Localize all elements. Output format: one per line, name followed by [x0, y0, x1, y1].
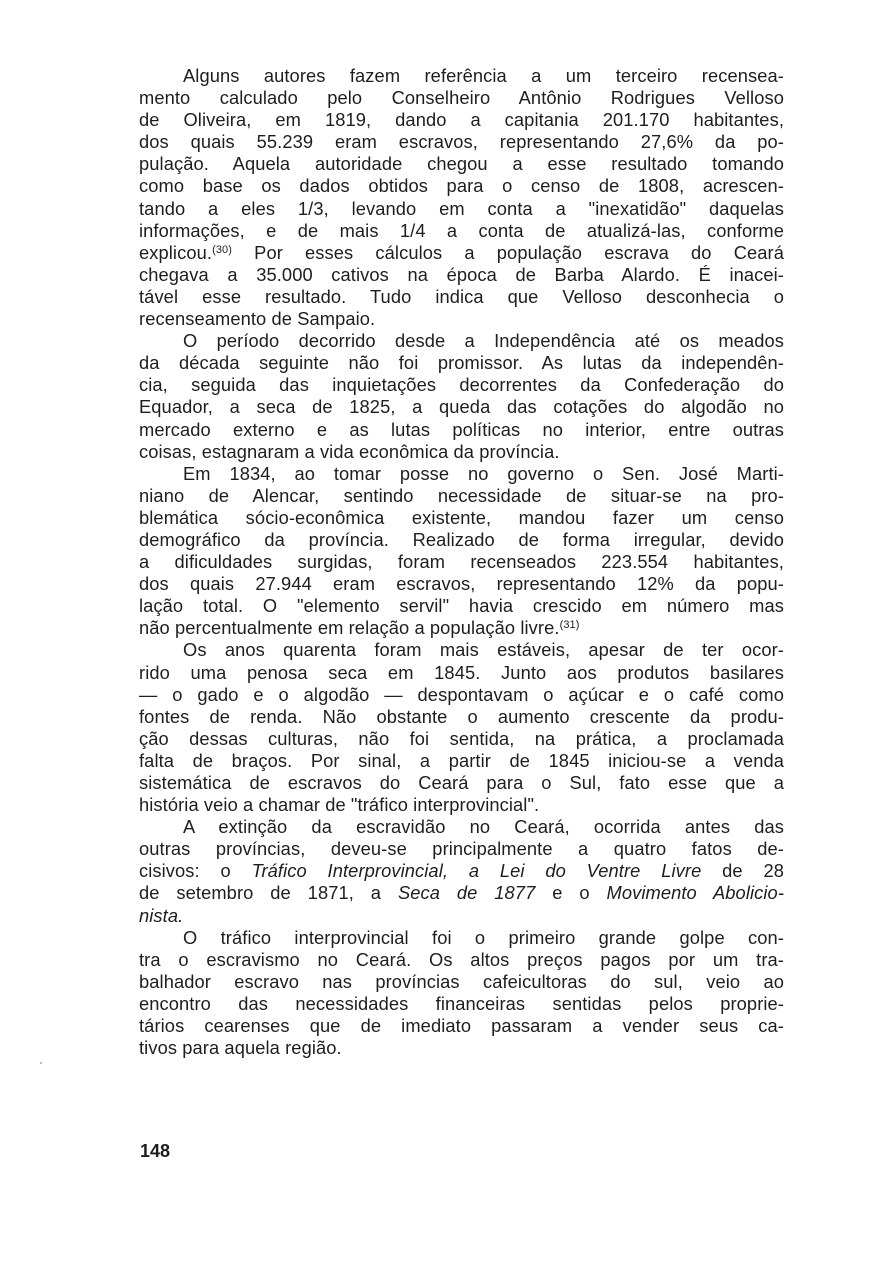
text-line: O tráfico interprovincial foi o primeiro grande golpe con-: [183, 926, 784, 948]
text-line: tários cearenses que de imediato passaram a vender seus ca-: [139, 1015, 784, 1037]
text-line: a dificuldades surgidas, foram recenseados 223.554 habitantes,: [139, 551, 784, 573]
text-line: Equador, a seca de 1825, a queda das cotações do algodão no: [139, 396, 784, 418]
text-line: [139, 905, 784, 927]
text-line: mercado externo e as lutas políticas no interior, entre outras: [139, 418, 784, 440]
text-fragment: não percentualmente em relação a população livre.: [139, 617, 560, 639]
text-line: como base os dados obtidos para o censo de 1808, acrescen-: [139, 175, 784, 197]
italic-fragment: Movimento Abolicio-: [606, 882, 784, 904]
paragraph-4: [139, 639, 784, 816]
text-line: — o gado e o algodão — despontavam o açúcar e o café como: [139, 683, 784, 705]
text-line: recenseamento de Sampaio.: [139, 308, 376, 330]
text-fragment: de 28: [701, 860, 784, 882]
text-line: coisas, estagnaram a vida econômica da província.: [139, 440, 560, 462]
text-line: chegava a 35.000 cativos na época de Barba Alardo. É inacei-: [139, 263, 784, 285]
italic-fragment: Tráfico Interprovincial, a Lei do Ventre Livre: [251, 860, 702, 882]
text-line: Em 1834, ao tomar posse no governo o Sen. José Marti-: [183, 462, 784, 484]
paragraph-2: [139, 330, 784, 463]
paragraph-3: [139, 463, 784, 640]
text-fragment: e o: [535, 882, 607, 904]
text-line: outras províncias, deveu-se principalmente a quatro fatos de-: [139, 838, 784, 860]
paragraph-6: [139, 927, 784, 1060]
text-line: da década seguinte não foi promissor. As lutas da independên-: [139, 352, 784, 374]
text-line: fontes de renda. Não obstante o aumento crescente da produ-: [139, 705, 784, 727]
text-line: mento calculado pelo Conselheiro Antônio Rodrigues Velloso: [139, 87, 784, 109]
text-line: A extinção da escravidão no Ceará, ocorrida antes das: [183, 816, 784, 838]
text-line: [139, 860, 784, 882]
footnote-ref-30: (30): [212, 243, 233, 256]
text-line: rido uma penosa seca em 1845. Junto aos produtos basilares: [139, 661, 784, 683]
text-line: história veio a chamar de "tráfico interprovincial".: [139, 794, 540, 816]
text-line: blemática sócio-econômica existente, mandou fazer um censo: [139, 506, 784, 528]
text-line: dos quais 55.239 eram escravos, representando 27,6% da po-: [139, 131, 784, 153]
text-line: pulação. Aquela autoridade chegou a esse resultado tomando: [139, 153, 784, 175]
text-line: [139, 882, 784, 904]
text-line: tra o escravismo no Ceará. Os altos preços pagos por um tra-: [139, 948, 784, 970]
text-line: [139, 617, 784, 639]
text-line: balhador escravo nas províncias cafeicultoras do sul, veio ao: [139, 970, 784, 992]
italic-fragment: Seca de 1877: [397, 882, 536, 904]
text-fragment: Por esses cálculos a população escrava do Ceará: [232, 241, 784, 263]
text-line: tando a eles 1/3, levando em conta a "inexatidão" daquelas: [139, 197, 784, 219]
text-line: dos quais 27.944 eram escravos, representando 12% da popu-: [139, 573, 784, 595]
text-fragment: cisivos: o: [139, 860, 252, 882]
text-line: demográfico da província. Realizado de forma irregular, devido: [139, 528, 784, 550]
text-line: lação total. O "elemento servil" havia crescido em número mas: [139, 595, 784, 617]
text-line: Alguns autores fazem referência a um terceiro recensea-: [183, 65, 784, 86]
text-line: informações, e de mais 1/4 a conta de atualizá-las, conforme: [139, 219, 784, 241]
footnote-ref-31: (31): [559, 619, 580, 632]
text-line: niano de Alencar, sentindo necessidade de situar-se na pro-: [139, 484, 784, 506]
scan-speck: [40, 1062, 42, 1064]
text-line: de Oliveira, em 1819, dando a capitania 201.170 habitantes,: [139, 109, 784, 131]
text-line: tável esse resultado. Tudo indica que Velloso desconhecia o: [139, 285, 784, 307]
text-line: cia, seguida das inquietações decorrentes da Confederação do: [139, 374, 784, 396]
text-line: Os anos quarenta foram mais estáveis, apesar de ter ocor-: [183, 639, 784, 661]
body-text: [139, 65, 784, 1059]
paragraph-1: [139, 65, 784, 330]
page-number: 148: [140, 1141, 171, 1161]
italic-fragment: nista.: [139, 904, 184, 926]
text-line: ção dessas culturas, não foi sentida, na prática, a proclamada: [139, 727, 784, 749]
paragraph-5: [139, 816, 784, 926]
text-line: falta de braços. Por sinal, a partir de 1845 iniciou-se a venda: [139, 749, 784, 771]
text-line: [139, 242, 784, 264]
text-fragment: de setembro de 1871, a: [139, 882, 398, 904]
text-line: O período decorrido desde a Independência até os meados: [183, 330, 784, 352]
text-line: encontro das necessidades financeiras sentidas pelos proprie-: [139, 992, 784, 1014]
text-fragment: explicou.: [139, 241, 213, 263]
text-line: sistemática de escravos do Ceará para o Sul, fato esse que a: [139, 772, 784, 793]
text-line: tivos para aquela região.: [139, 1037, 342, 1059]
